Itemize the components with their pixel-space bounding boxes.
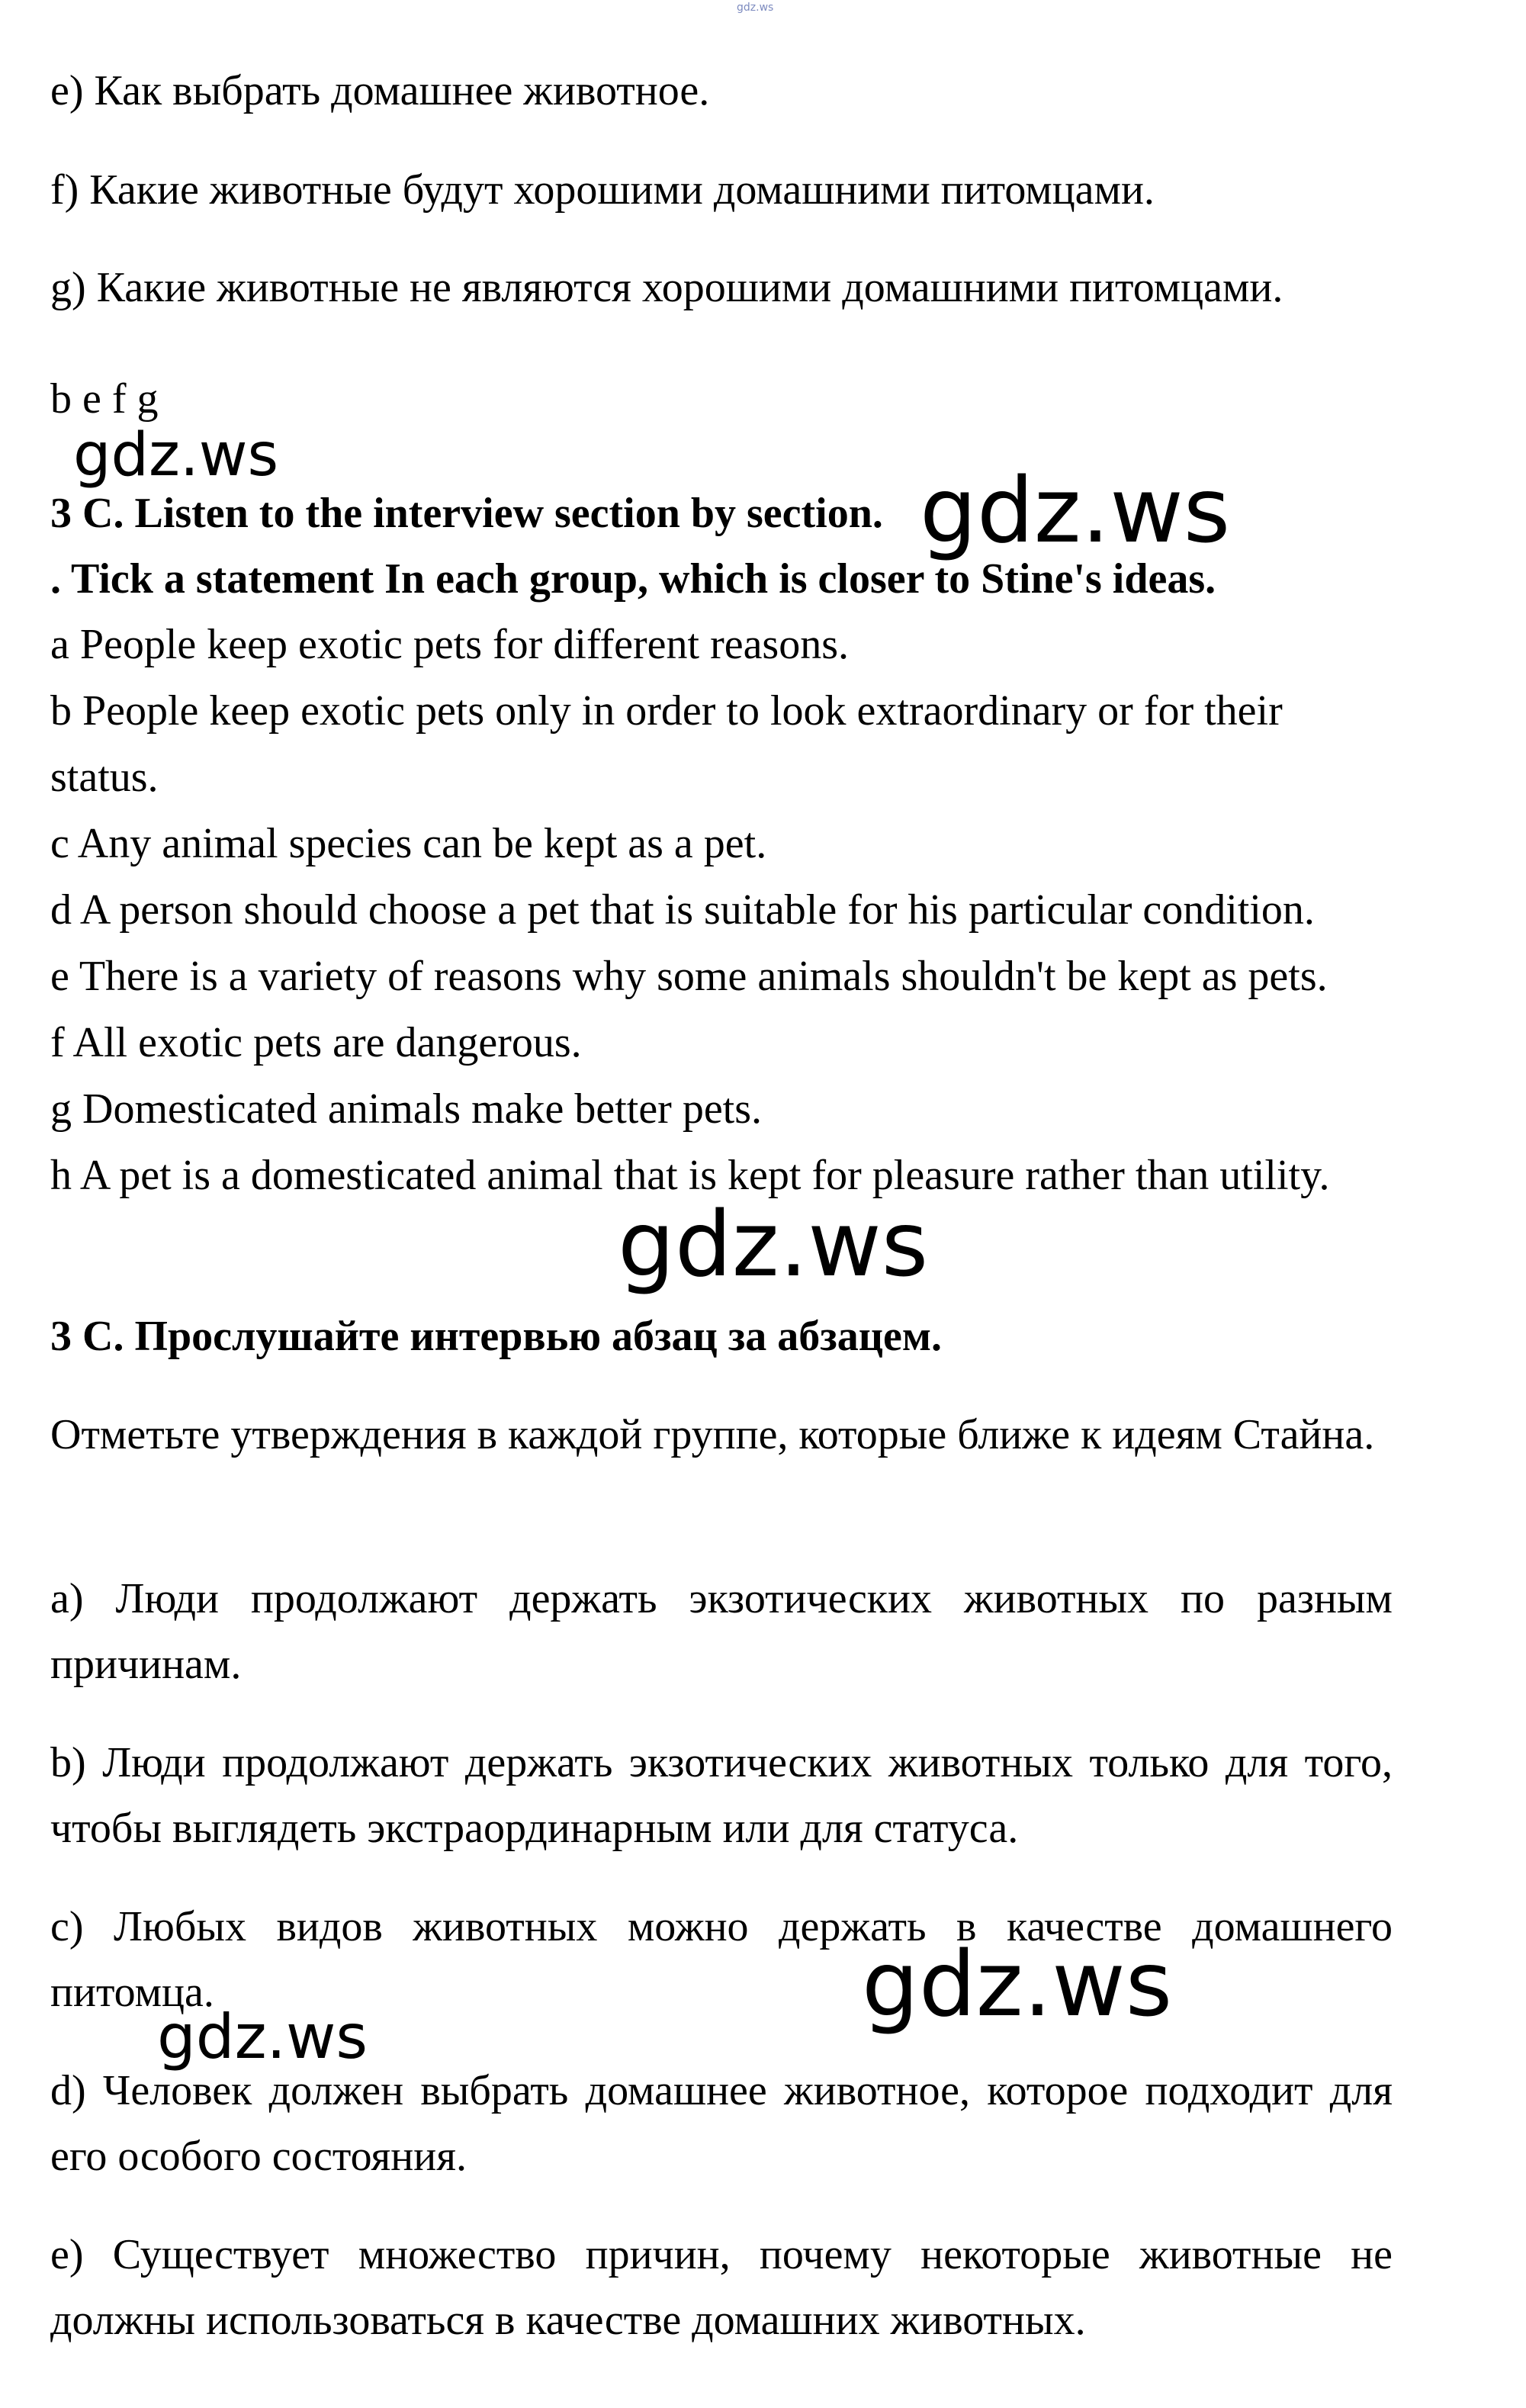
en-heading-2: . Tick a statement In each group, which is closer to Stine's ideas. <box>50 555 1216 603</box>
watermark: gdz.ws <box>618 1191 929 1297</box>
en-item-f: f All exotic pets are dangerous. <box>50 1019 582 1066</box>
en-item-a: a People keep exotic pets for different reasons. <box>50 621 850 668</box>
ru-intro-e: e) Как выбрать домашнее животное. <box>50 67 710 114</box>
ru-intro-g: g) Какие животные не являются хорошими домашними питомцами. <box>50 264 1283 311</box>
ru-heading: 3 С. Прослушайте интервью абзац за абзацем. <box>50 1313 943 1360</box>
watermark: gdz.ws <box>73 421 279 490</box>
en-item-b: b People keep exotic pets only in order to look extraordinary or for their <box>50 687 1283 735</box>
en-item-d: d A person should choose a pet that is suitable for his particular condition. <box>50 886 1315 934</box>
watermark: gdz.ws <box>862 1931 1173 2037</box>
en-item-h: h A pet is a domesticated animal that is kept for pleasure rather than utility. <box>50 1152 1330 1199</box>
ru-paragraph-a: а) Люди продолжают держать экзотических животных по разным причинам. <box>50 1575 1393 1688</box>
ru-paragraph-c: с) Любых видов животных можно держать в качестве домашнего питомца. <box>50 1903 1393 2016</box>
answer-letters: b e f g <box>50 375 159 423</box>
ru-paragraph-d: d) Человек должен выбрать домашнее животное, которое подходит для его особого состояния. <box>50 2067 1393 2180</box>
watermark: gdz.ws <box>157 2001 368 2072</box>
top-watermark: gdz.ws <box>737 2 774 14</box>
en-item-e: e There is a variety of reasons why some animals shouldn't be kept as pets. <box>50 953 1328 1000</box>
ru-paragraph-b: b) Люди продолжают держать экзотических животных только для того, чтобы выглядеть экстраординарным или для статуса. <box>50 1739 1393 1852</box>
watermark: gdz.ws <box>920 458 1231 563</box>
ru-intro-f: f) Какие животные будут хорошими домашними питомцами. <box>50 166 1155 214</box>
ru-paragraph-e: е) Существует множество причин, почему некоторые животные не должны использоваться в качестве домашних животных. <box>50 2231 1393 2344</box>
en-heading-1: 3 C. Listen to the interview section by section. <box>50 490 883 537</box>
en-item-b-cont: status. <box>50 754 159 801</box>
en-item-g: g Domesticated animals make better pets. <box>50 1085 763 1133</box>
ru-paragraph-intro: Отметьте утверждения в каждой группе, которые ближе к идеям Стайна. <box>50 1411 1375 1458</box>
en-item-c: c Any animal species can be kept as a pet. <box>50 820 767 867</box>
